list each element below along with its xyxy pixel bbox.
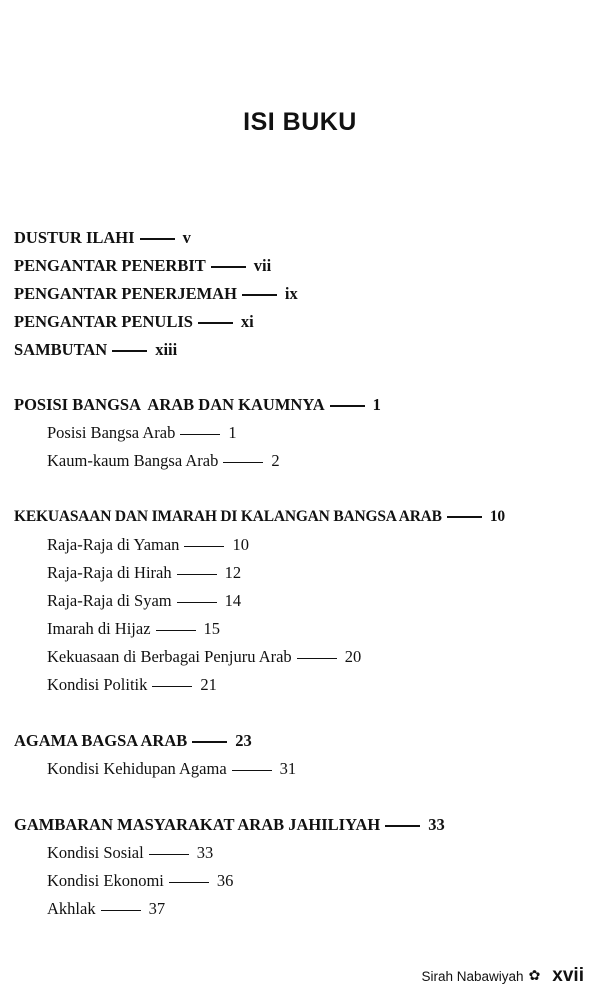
toc-entry[interactable]	[14, 226, 191, 250]
toc-subentry[interactable]	[47, 589, 241, 613]
toc-entry-label: SAMBUTAN	[14, 340, 108, 359]
toc-chapter-label: GAMBARAN MASYARAKAT ARAB JAHILIYAH	[14, 815, 381, 834]
leader-line	[242, 294, 277, 296]
toc-subentry[interactable]	[47, 617, 220, 641]
toc-chapter-label: POSISI BANGSA ARAB DAN KAUMNYA	[14, 395, 325, 414]
toc-entry-page: ix	[284, 284, 298, 303]
toc-entry[interactable]	[14, 310, 254, 334]
leader-line	[198, 322, 233, 324]
leader-line	[330, 405, 365, 407]
toc-subentry[interactable]	[47, 869, 233, 893]
toc-subentry-page: 10	[232, 535, 249, 554]
toc-subentry-page: 15	[203, 619, 221, 638]
toc-entry-page: xi	[240, 312, 254, 331]
leader-line	[169, 882, 209, 883]
toc-entry-page: vii	[253, 256, 272, 275]
leader-line	[211, 266, 246, 268]
toc-subentry-page: 14	[224, 591, 242, 610]
toc-subentry-page: 12	[224, 563, 242, 582]
toc-entry[interactable]	[14, 338, 177, 362]
toc-subentry[interactable]	[47, 533, 249, 557]
toc-entry-label: DUSTUR ILAHI	[14, 228, 135, 247]
toc-subentry-page: 1	[228, 423, 237, 442]
leader-line	[140, 238, 175, 240]
toc-subentry-page: 20	[344, 647, 362, 666]
page-title: ISI BUKU	[243, 108, 357, 136]
leader-line	[297, 658, 337, 659]
running-title: Sirah Nabawiyah	[421, 968, 524, 984]
toc-entry-page: v	[182, 228, 191, 247]
toc-subentry-label: Raja-Raja di Yaman	[47, 535, 180, 554]
toc-subentry-label: Raja-Raja di Hirah	[47, 563, 172, 582]
toc-chapter-page: 33	[428, 815, 445, 834]
toc-subentry[interactable]	[47, 673, 217, 697]
leader-line	[156, 630, 196, 631]
toc-subentry[interactable]	[47, 561, 241, 585]
toc-entry[interactable]	[14, 282, 298, 306]
toc-chapter[interactable]	[14, 393, 381, 417]
page-number: xvii	[552, 965, 584, 986]
toc-subentry[interactable]	[47, 897, 165, 921]
toc-chapter[interactable]	[14, 505, 505, 529]
toc-subentry-label: Akhlak	[47, 899, 96, 918]
toc-subentry-page: 21	[200, 675, 217, 694]
toc-chapter-page: 10	[489, 508, 505, 525]
leader-line	[192, 741, 227, 743]
toc-entry-label: PENGANTAR PENERBIT	[14, 256, 206, 275]
leader-line	[101, 910, 141, 911]
toc-subentry-label: Imarah di Hijaz	[47, 619, 151, 638]
leader-line	[180, 434, 220, 435]
toc-subentry[interactable]	[47, 449, 280, 473]
toc-subentry-page: 36	[216, 871, 234, 890]
toc-subentry[interactable]	[47, 421, 237, 445]
leader-line	[223, 462, 263, 463]
ornament-icon: ✿	[528, 968, 541, 984]
toc-chapter-page: 23	[235, 731, 252, 750]
toc-subentry[interactable]	[47, 757, 296, 781]
toc-subentry-label: Kondisi Kehidupan Agama	[47, 759, 227, 778]
toc-chapter[interactable]	[14, 729, 252, 753]
toc-chapter[interactable]	[14, 813, 445, 837]
leader-line	[149, 854, 189, 855]
toc-subentry-page: 2	[271, 451, 280, 470]
leader-line	[447, 516, 482, 518]
toc-subentry-label: Kondisi Politik	[47, 675, 148, 694]
leader-line	[232, 770, 272, 771]
toc-subentry-label: Posisi Bangsa Arab	[47, 423, 176, 442]
toc-subentry[interactable]	[47, 841, 213, 865]
toc-subentry-page: 33	[196, 843, 214, 862]
leader-line	[177, 602, 217, 603]
toc-subentry-label: Kondisi Ekonomi	[47, 871, 164, 890]
toc-entry-page: xiii	[155, 340, 178, 359]
toc-subentry-page: 31	[279, 759, 297, 778]
leader-line	[177, 574, 217, 575]
toc-subentry[interactable]	[47, 645, 361, 669]
leader-line	[184, 546, 224, 547]
leader-line	[112, 350, 147, 352]
toc-chapter-label: KEKUASAAN DAN IMARAH DI KALANGAN BANGSA ARAB	[14, 508, 442, 525]
toc-chapter-page: 1	[372, 395, 381, 414]
page-footer	[422, 965, 585, 987]
toc-entry[interactable]	[14, 254, 271, 278]
leader-line	[385, 825, 420, 827]
toc-chapter-label: AGAMA BAGSA ARAB	[14, 731, 188, 750]
toc-subentry-label: Kondisi Sosial	[47, 843, 144, 862]
toc-subentry-label: Kekuasaan di Berbagai Penjuru Arab	[47, 647, 292, 666]
toc-entry-label: PENGANTAR PENERJEMAH	[14, 284, 237, 303]
leader-line	[152, 686, 192, 687]
toc-entry-label: PENGANTAR PENULIS	[14, 312, 193, 331]
toc-subentry-label: Raja-Raja di Syam	[47, 591, 172, 610]
toc-subentry-page: 37	[148, 899, 166, 918]
toc-subentry-label: Kaum-kaum Bangsa Arab	[47, 451, 219, 470]
